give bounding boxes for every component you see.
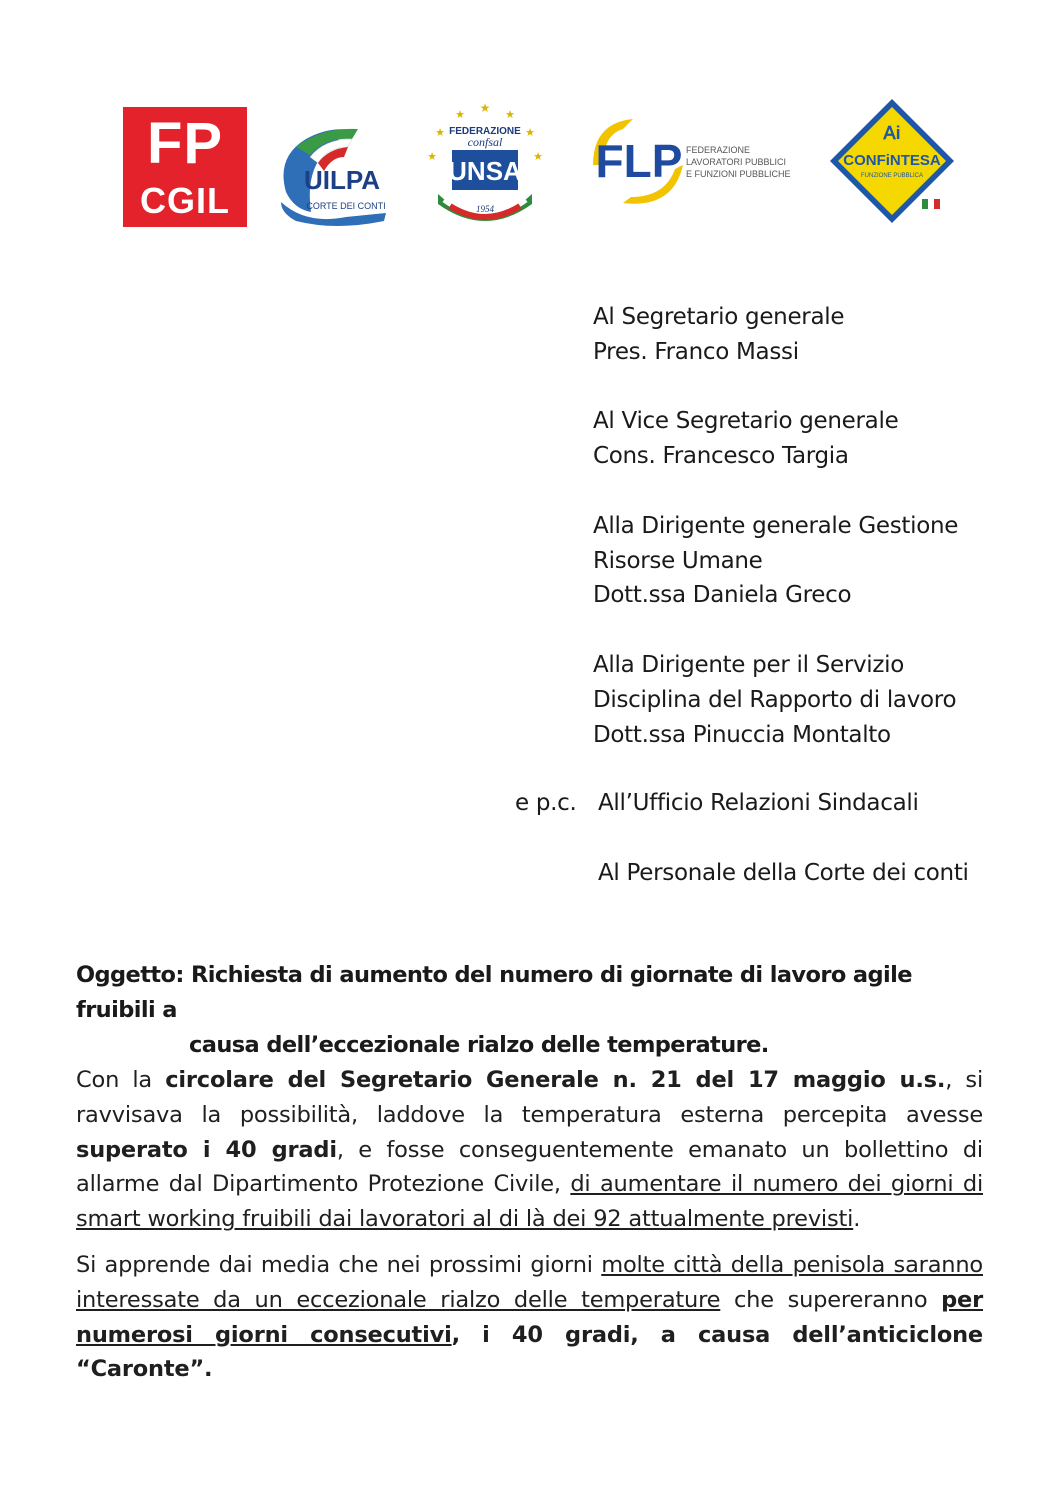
recipient-line: Al Vice Segretario generale <box>593 408 899 435</box>
svg-text:★: ★ <box>533 151 543 163</box>
cc-recipient: All’Ufficio Relazioni Sindacali <box>598 790 919 816</box>
p2-text: Si apprende dai media che nei prossimi giorni <box>76 1251 602 1278</box>
unsa-logo-year: 1954 <box>476 204 494 214</box>
confintesa-logo-sub: FUNZIONE PUBBLICA <box>860 173 924 179</box>
p1-bold-circolare: circolare del Segretario Generale n. 21 del 17 maggio u.s. <box>165 1067 946 1093</box>
body-paragraph-1 <box>76 1063 983 1237</box>
recipient-dirigente-risorse-umane <box>593 509 1013 613</box>
flp-emblem <box>583 105 808 220</box>
recipient-line: Al Segretario generale <box>593 304 845 330</box>
p1-text: Con la <box>76 1067 166 1093</box>
recipient-line: Disciplina del Rapporto di lavoro <box>593 686 957 713</box>
final-recipient: Al Personale della Corte dei conti <box>598 860 969 886</box>
recipient-line: Dott.ssa Pinuccia Montalto <box>593 721 891 748</box>
unsa-logo-name: UNSA <box>448 156 522 186</box>
confintesa-emblem <box>826 95 958 227</box>
recipient-line: Risorse Umane <box>593 547 763 574</box>
recipient-line: Alla Dirigente per il Servizio <box>593 651 905 678</box>
fp-cgil-logo <box>123 107 247 227</box>
unsa-logo-top: FEDERAZIONE <box>449 126 521 137</box>
svg-text:★: ★ <box>427 151 437 163</box>
recipient-vice-segretario <box>593 404 1013 474</box>
flp-logo <box>583 105 808 220</box>
fp-cgil-logo-line2: CGIL <box>140 180 230 221</box>
p1-bold-40-gradi: superato i 40 gradi <box>76 1136 337 1163</box>
flp-logo-line1: FEDERAZIONE <box>686 145 751 155</box>
p2-bold-caronte: , i 40 gradi, a causa dell’anticiclone “Caronte”. <box>76 1321 983 1383</box>
recipient-line: Pres. Franco Massi <box>593 338 799 365</box>
uilpa-emblem <box>266 117 398 229</box>
logo-strip <box>0 95 1058 235</box>
unsa-logo-mid: confsal <box>467 135 503 149</box>
p2-text: che supereranno <box>720 1286 942 1313</box>
cc-label: e p.c. <box>515 790 577 816</box>
recipient-dirigente-servizio <box>593 648 1013 752</box>
subject-line2: causa dell’eccezionale rialzo delle temperature. <box>189 1031 769 1058</box>
uilpa-logo-sub: CORTE DEI CONTI <box>306 201 386 211</box>
flp-logo-line2: LAVORATORI PUBBLICI <box>686 157 787 167</box>
uilpa-logo-name: UILPA <box>303 165 381 195</box>
p2-bold-underlined-giorni: per numerosi giorni consecutivi <box>76 1286 983 1348</box>
recipient-segretario <box>593 300 1013 370</box>
subject <box>76 958 986 1062</box>
recipient-line: Cons. Francesco Targia <box>593 443 849 470</box>
p1-text: , e fosse conseguentemente emanato un bollettino di allarme dal Dipartimento Protezione Civile, <box>76 1136 983 1198</box>
p1-text: . <box>853 1206 861 1233</box>
subject-line1: Oggetto: Richiesta di aumento del numero di giornate di lavoro agile fruibili a <box>76 962 912 1023</box>
letter-body <box>76 1063 983 1398</box>
unsa-emblem <box>420 98 550 228</box>
svg-text:★: ★ <box>505 109 515 121</box>
recipients-block <box>593 300 1013 787</box>
p1-underlined-smart-working: di aumentare il numero dei giorni di smart working fruibili dai lavoratori al di là dei 92 attualmente previsti <box>76 1171 984 1233</box>
body-paragraph-2 <box>76 1248 983 1387</box>
confintesa-logo-name: CONFiNTESA <box>843 152 941 169</box>
flp-logo-name: FLP <box>595 135 683 187</box>
svg-text:★: ★ <box>479 101 491 115</box>
unsa-logo <box>420 98 550 228</box>
cc-line <box>515 786 919 821</box>
flp-logo-line3: E FUNZIONI PUBBLICHE <box>686 169 791 179</box>
svg-text:★: ★ <box>525 127 535 139</box>
p1-text: , si ravvisava la possibilità, laddove la temperatura esterna percepita avesse <box>76 1067 984 1128</box>
recipient-line: Dott.ssa Daniela Greco <box>593 582 852 609</box>
fp-cgil-logo-line1: FP <box>146 111 224 176</box>
recipient-line: Alla Dirigente generale Gestione <box>593 512 959 539</box>
confintesa-ai-icon: ꓮi <box>883 123 901 143</box>
p2-underlined-citta: molte città della penisola saranno interessate da un eccezionale rialzo delle temperature <box>76 1251 983 1313</box>
uilpa-logo <box>266 117 398 229</box>
svg-text:★: ★ <box>435 127 445 139</box>
confintesa-logo <box>826 95 958 227</box>
svg-text:★: ★ <box>455 109 465 121</box>
